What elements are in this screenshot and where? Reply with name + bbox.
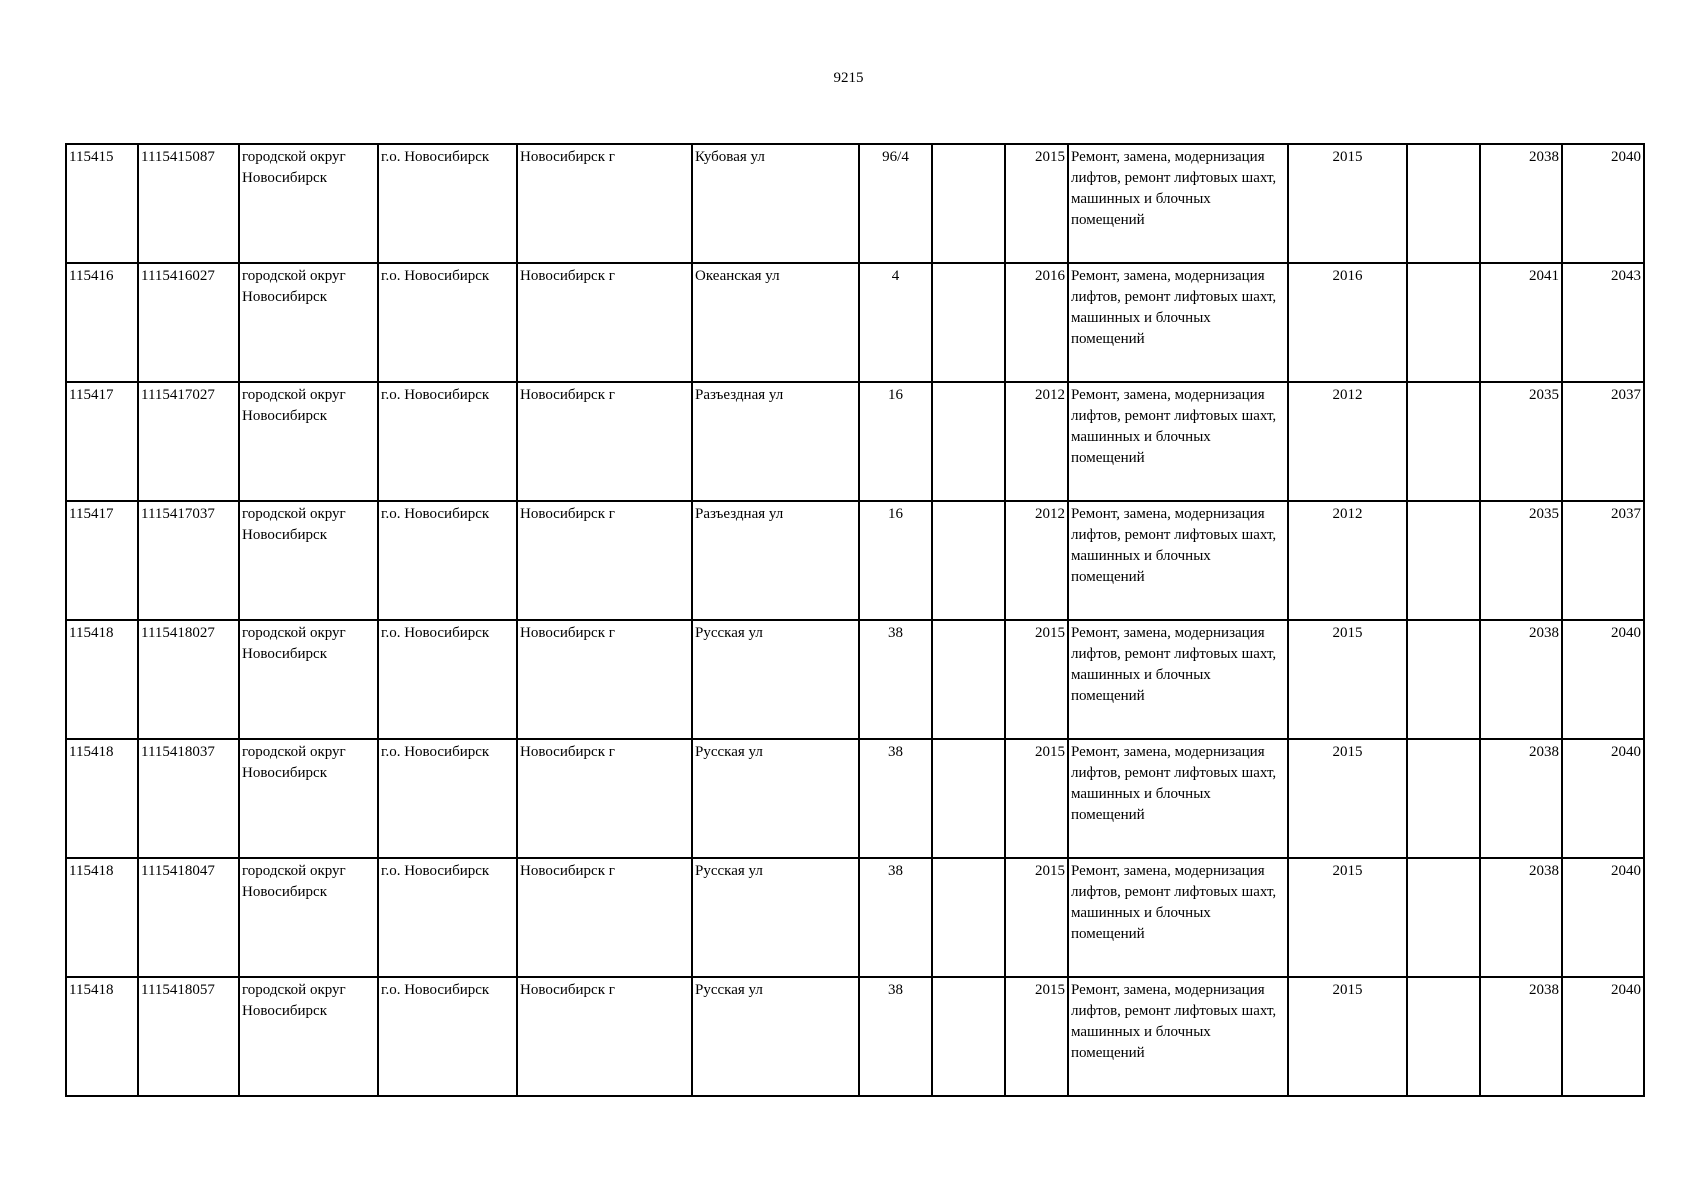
- cell-building: [932, 144, 1005, 263]
- cell-work-type: Ремонт, замена, модернизация лифтов, ремонт лифтовых шахт, машинных и блочных помещений: [1068, 501, 1288, 620]
- cell-plan-from: 2038: [1480, 858, 1562, 977]
- cell-house: 38: [859, 977, 932, 1096]
- cell-last-repair-year: 2015: [1288, 620, 1407, 739]
- cell-plan-from: 2038: [1480, 977, 1562, 1096]
- cell-district: г.о. Новосибирск: [378, 144, 517, 263]
- cell-locality: Новосибирск г: [517, 144, 692, 263]
- cell-street: Разъездная ул: [692, 501, 859, 620]
- cell-year-built: 2015: [1005, 620, 1068, 739]
- cell-last-repair-year: 2012: [1288, 501, 1407, 620]
- cell-municipality: городской округ Новосибирск: [239, 263, 378, 382]
- repair-schedule-table: [65, 143, 1645, 1097]
- cell-district: г.о. Новосибирск: [378, 620, 517, 739]
- cell-extra: [1407, 858, 1480, 977]
- page-number: 9215: [833, 70, 864, 86]
- cell-locality: Новосибирск г: [517, 858, 692, 977]
- cell-building: [932, 263, 1005, 382]
- cell-district: г.о. Новосибирск: [378, 858, 517, 977]
- cell-house: 96/4: [859, 144, 932, 263]
- cell-municipality: городской округ Новосибирск: [239, 739, 378, 858]
- cell-street: Кубовая ул: [692, 144, 859, 263]
- cell-building: [932, 739, 1005, 858]
- cell-id: 115415: [66, 144, 138, 263]
- table-row: [66, 501, 1644, 620]
- cell-year-built: 2012: [1005, 501, 1068, 620]
- cell-house: 38: [859, 858, 932, 977]
- cell-year-built: 2016: [1005, 263, 1068, 382]
- cell-municipality: городской округ Новосибирск: [239, 858, 378, 977]
- table-row: [66, 263, 1644, 382]
- cell-plan-to: 2040: [1562, 858, 1644, 977]
- cell-house: 16: [859, 382, 932, 501]
- cell-district: г.о. Новосибирск: [378, 263, 517, 382]
- cell-street: Разъездная ул: [692, 382, 859, 501]
- cell-house: 38: [859, 620, 932, 739]
- cell-work-type: Ремонт, замена, модернизация лифтов, ремонт лифтовых шахт, машинных и блочных помещений: [1068, 620, 1288, 739]
- cell-plan-to: 2040: [1562, 739, 1644, 858]
- cell-plan-to: 2040: [1562, 620, 1644, 739]
- cell-code: 1115418057: [138, 977, 239, 1096]
- cell-locality: Новосибирск г: [517, 382, 692, 501]
- cell-locality: Новосибирск г: [517, 739, 692, 858]
- cell-district: г.о. Новосибирск: [378, 382, 517, 501]
- table-row: [66, 858, 1644, 977]
- cell-district: г.о. Новосибирск: [378, 977, 517, 1096]
- cell-id: 115417: [66, 382, 138, 501]
- cell-extra: [1407, 620, 1480, 739]
- cell-year-built: 2015: [1005, 977, 1068, 1096]
- cell-last-repair-year: 2015: [1288, 977, 1407, 1096]
- table-row: [66, 739, 1644, 858]
- cell-locality: Новосибирск г: [517, 620, 692, 739]
- cell-plan-to: 2040: [1562, 144, 1644, 263]
- cell-work-type: Ремонт, замена, модернизация лифтов, ремонт лифтовых шахт, машинных и блочных помещений: [1068, 263, 1288, 382]
- cell-extra: [1407, 977, 1480, 1096]
- cell-plan-from: 2038: [1480, 739, 1562, 858]
- cell-municipality: городской округ Новосибирск: [239, 144, 378, 263]
- cell-plan-to: 2040: [1562, 977, 1644, 1096]
- cell-district: г.о. Новосибирск: [378, 739, 517, 858]
- cell-extra: [1407, 144, 1480, 263]
- cell-municipality: городской округ Новосибирск: [239, 977, 378, 1096]
- cell-code: 1115417037: [138, 501, 239, 620]
- cell-locality: Новосибирск г: [517, 977, 692, 1096]
- cell-building: [932, 977, 1005, 1096]
- cell-municipality: городской округ Новосибирск: [239, 501, 378, 620]
- cell-street: Русская ул: [692, 739, 859, 858]
- cell-last-repair-year: 2016: [1288, 263, 1407, 382]
- cell-id: 115417: [66, 501, 138, 620]
- cell-code: 1115415087: [138, 144, 239, 263]
- table-row: [66, 382, 1644, 501]
- cell-work-type: Ремонт, замена, модернизация лифтов, ремонт лифтовых шахт, машинных и блочных помещений: [1068, 858, 1288, 977]
- cell-work-type: Ремонт, замена, модернизация лифтов, ремонт лифтовых шахт, машинных и блочных помещений: [1068, 144, 1288, 263]
- cell-year-built: 2015: [1005, 144, 1068, 263]
- cell-locality: Новосибирск г: [517, 263, 692, 382]
- cell-house: 4: [859, 263, 932, 382]
- table-row: [66, 144, 1644, 263]
- table-row: [66, 977, 1644, 1096]
- cell-work-type: Ремонт, замена, модернизация лифтов, ремонт лифтовых шахт, машинных и блочных помещений: [1068, 382, 1288, 501]
- cell-plan-to: 2037: [1562, 501, 1644, 620]
- cell-building: [932, 501, 1005, 620]
- cell-building: [932, 382, 1005, 501]
- cell-code: 1115416027: [138, 263, 239, 382]
- cell-year-built: 2015: [1005, 858, 1068, 977]
- cell-plan-from: 2041: [1480, 263, 1562, 382]
- cell-plan-from: 2035: [1480, 382, 1562, 501]
- cell-plan-to: 2037: [1562, 382, 1644, 501]
- cell-plan-from: 2038: [1480, 144, 1562, 263]
- cell-last-repair-year: 2015: [1288, 144, 1407, 263]
- cell-building: [932, 858, 1005, 977]
- cell-municipality: городской округ Новосибирск: [239, 382, 378, 501]
- table-row: [66, 620, 1644, 739]
- cell-street: Океанская ул: [692, 263, 859, 382]
- cell-code: 1115417027: [138, 382, 239, 501]
- cell-house: 38: [859, 739, 932, 858]
- cell-building: [932, 620, 1005, 739]
- cell-extra: [1407, 382, 1480, 501]
- cell-extra: [1407, 501, 1480, 620]
- cell-id: 115418: [66, 977, 138, 1096]
- cell-id: 115418: [66, 739, 138, 858]
- cell-street: Русская ул: [692, 977, 859, 1096]
- cell-code: 1115418037: [138, 739, 239, 858]
- cell-locality: Новосибирск г: [517, 501, 692, 620]
- cell-house: 16: [859, 501, 932, 620]
- cell-id: 115418: [66, 620, 138, 739]
- cell-work-type: Ремонт, замена, модернизация лифтов, ремонт лифтовых шахт, машинных и блочных помещений: [1068, 739, 1288, 858]
- cell-id: 115416: [66, 263, 138, 382]
- cell-last-repair-year: 2012: [1288, 382, 1407, 501]
- cell-year-built: 2015: [1005, 739, 1068, 858]
- cell-extra: [1407, 263, 1480, 382]
- cell-last-repair-year: 2015: [1288, 858, 1407, 977]
- cell-id: 115418: [66, 858, 138, 977]
- cell-plan-to: 2043: [1562, 263, 1644, 382]
- table-body: [66, 144, 1644, 1096]
- cell-plan-from: 2038: [1480, 620, 1562, 739]
- cell-code: 1115418047: [138, 858, 239, 977]
- cell-district: г.о. Новосибирск: [378, 501, 517, 620]
- cell-work-type: Ремонт, замена, модернизация лифтов, ремонт лифтовых шахт, машинных и блочных помещений: [1068, 977, 1288, 1096]
- cell-year-built: 2012: [1005, 382, 1068, 501]
- cell-municipality: городской округ Новосибирск: [239, 620, 378, 739]
- cell-street: Русская ул: [692, 858, 859, 977]
- cell-extra: [1407, 739, 1480, 858]
- cell-street: Русская ул: [692, 620, 859, 739]
- cell-code: 1115418027: [138, 620, 239, 739]
- cell-last-repair-year: 2015: [1288, 739, 1407, 858]
- cell-plan-from: 2035: [1480, 501, 1562, 620]
